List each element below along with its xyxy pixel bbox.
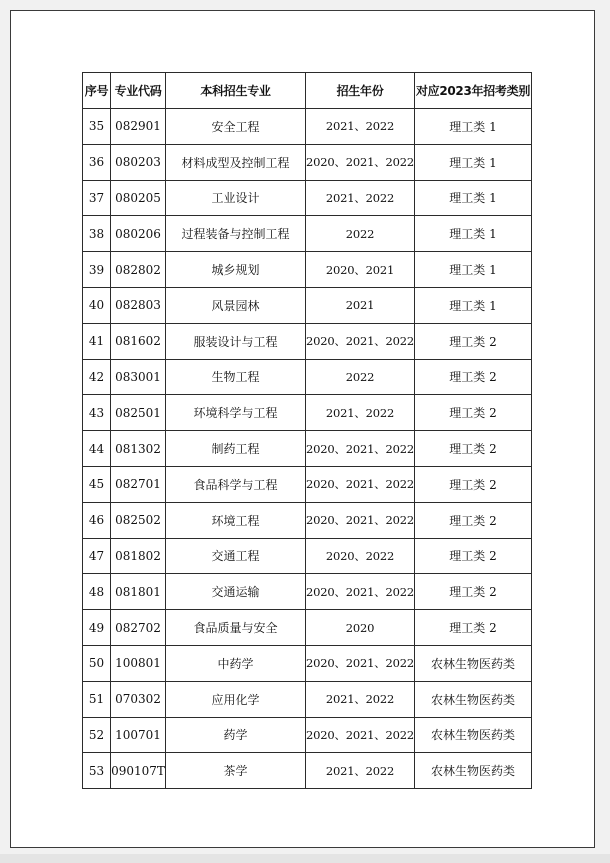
table-row [83, 359, 532, 395]
header-exam-category: 对应2023年招考类别 [415, 73, 532, 109]
document-page [10, 10, 595, 848]
cell-major-code: 070302 [111, 681, 166, 717]
table-row [83, 323, 532, 359]
cell-major-name: 服装设计与工程 [166, 323, 306, 359]
cell-major-name: 生物工程 [166, 359, 306, 395]
table-row [83, 252, 532, 288]
cell-enrollment-years: 2020、2021、2022 [306, 574, 415, 610]
cell-exam-category: 理工类 2 [415, 359, 532, 395]
majors-table [82, 72, 532, 789]
cell-enrollment-years: 2020 [306, 610, 415, 646]
cell-enrollment-years: 2020、2021、2022 [306, 502, 415, 538]
cell-exam-category: 理工类 2 [415, 574, 532, 610]
table-row [83, 753, 532, 789]
cell-major-name: 制药工程 [166, 431, 306, 467]
cell-index: 51 [83, 681, 111, 717]
header-major-name: 本科招生专业 [166, 73, 306, 109]
cell-index: 52 [83, 717, 111, 753]
cell-exam-category: 理工类 1 [415, 252, 532, 288]
cell-major-name: 环境工程 [166, 502, 306, 538]
cell-major-code: 082501 [111, 395, 166, 431]
cell-major-code: 081602 [111, 323, 166, 359]
table-row [83, 610, 532, 646]
cell-major-code: 080203 [111, 144, 166, 180]
cell-enrollment-years: 2020、2021、2022 [306, 645, 415, 681]
cell-enrollment-years: 2020、2021、2022 [306, 466, 415, 502]
cell-enrollment-years: 2020、2021 [306, 252, 415, 288]
cell-exam-category: 理工类 2 [415, 395, 532, 431]
cell-major-name: 食品质量与安全 [166, 610, 306, 646]
cell-major-name: 过程装备与控制工程 [166, 216, 306, 252]
cell-major-name: 中药学 [166, 645, 306, 681]
table-row [83, 502, 532, 538]
cell-index: 47 [83, 538, 111, 574]
cell-exam-category: 理工类 2 [415, 610, 532, 646]
cell-major-code: 082701 [111, 466, 166, 502]
cell-enrollment-years: 2021、2022 [306, 753, 415, 789]
header-index: 序号 [83, 73, 111, 109]
header-row [83, 73, 532, 109]
cell-index: 48 [83, 574, 111, 610]
cell-major-code: 080205 [111, 180, 166, 216]
cell-exam-category: 农林生物医药类 [415, 681, 532, 717]
cell-major-name: 交通工程 [166, 538, 306, 574]
header-enrollment-years: 招生年份 [306, 73, 415, 109]
table-row [83, 681, 532, 717]
cell-index: 46 [83, 502, 111, 538]
cell-enrollment-years: 2020、2021、2022 [306, 144, 415, 180]
cell-exam-category: 理工类 2 [415, 502, 532, 538]
cell-major-name: 交通运输 [166, 574, 306, 610]
cell-major-code: 100701 [111, 717, 166, 753]
cell-index: 39 [83, 252, 111, 288]
cell-exam-category: 理工类 2 [415, 431, 532, 467]
cell-index: 50 [83, 645, 111, 681]
table-row [83, 574, 532, 610]
cell-exam-category: 农林生物医药类 [415, 753, 532, 789]
cell-major-name: 茶学 [166, 753, 306, 789]
cell-index: 53 [83, 753, 111, 789]
cell-major-name: 工业设计 [166, 180, 306, 216]
cell-enrollment-years: 2022 [306, 359, 415, 395]
table-row [83, 645, 532, 681]
cell-major-code: 090107T [111, 753, 166, 789]
cell-major-code: 082802 [111, 252, 166, 288]
cell-index: 36 [83, 144, 111, 180]
cell-major-code: 083001 [111, 359, 166, 395]
cell-index: 42 [83, 359, 111, 395]
table-row [83, 109, 532, 145]
cell-exam-category: 理工类 1 [415, 180, 532, 216]
cell-major-name: 应用化学 [166, 681, 306, 717]
cell-enrollment-years: 2021、2022 [306, 681, 415, 717]
cell-index: 41 [83, 323, 111, 359]
table-body [83, 109, 532, 789]
cell-index: 49 [83, 610, 111, 646]
cell-major-name: 药学 [166, 717, 306, 753]
cell-major-code: 081801 [111, 574, 166, 610]
cell-exam-category: 理工类 2 [415, 323, 532, 359]
cell-index: 37 [83, 180, 111, 216]
cell-major-name: 食品科学与工程 [166, 466, 306, 502]
table-row [83, 144, 532, 180]
cell-index: 35 [83, 109, 111, 145]
cell-major-code: 080206 [111, 216, 166, 252]
cell-exam-category: 理工类 2 [415, 538, 532, 574]
cell-exam-category: 农林生物医药类 [415, 717, 532, 753]
table-header [83, 73, 532, 109]
cell-major-code: 082502 [111, 502, 166, 538]
viewer-bottom-bar [0, 854, 610, 863]
cell-major-code: 082702 [111, 610, 166, 646]
cell-major-name: 风景园林 [166, 287, 306, 323]
cell-enrollment-years: 2021、2022 [306, 109, 415, 145]
header-major-code: 专业代码 [111, 73, 166, 109]
cell-exam-category: 理工类 1 [415, 109, 532, 145]
cell-index: 43 [83, 395, 111, 431]
table-row [83, 431, 532, 467]
cell-enrollment-years: 2020、2021、2022 [306, 717, 415, 753]
cell-exam-category: 理工类 1 [415, 216, 532, 252]
cell-index: 38 [83, 216, 111, 252]
cell-major-name: 环境科学与工程 [166, 395, 306, 431]
cell-index: 44 [83, 431, 111, 467]
cell-index: 40 [83, 287, 111, 323]
table-row [83, 216, 532, 252]
cell-enrollment-years: 2021、2022 [306, 180, 415, 216]
cell-major-code: 082803 [111, 287, 166, 323]
cell-major-code: 081802 [111, 538, 166, 574]
cell-exam-category: 农林生物医药类 [415, 645, 532, 681]
cell-major-code: 082901 [111, 109, 166, 145]
cell-enrollment-years: 2020、2021、2022 [306, 323, 415, 359]
cell-exam-category: 理工类 1 [415, 144, 532, 180]
cell-enrollment-years: 2020、2022 [306, 538, 415, 574]
cell-major-name: 材料成型及控制工程 [166, 144, 306, 180]
cell-enrollment-years: 2020、2021、2022 [306, 431, 415, 467]
cell-enrollment-years: 2022 [306, 216, 415, 252]
table-row [83, 287, 532, 323]
cell-enrollment-years: 2021、2022 [306, 395, 415, 431]
cell-major-code: 081302 [111, 431, 166, 467]
cell-enrollment-years: 2021 [306, 287, 415, 323]
cell-index: 45 [83, 466, 111, 502]
cell-exam-category: 理工类 2 [415, 466, 532, 502]
cell-major-name: 安全工程 [166, 109, 306, 145]
cell-major-code: 100801 [111, 645, 166, 681]
cell-major-name: 城乡规划 [166, 252, 306, 288]
table-row [83, 538, 532, 574]
cell-exam-category: 理工类 1 [415, 287, 532, 323]
table-row [83, 180, 532, 216]
table-row [83, 717, 532, 753]
table-row [83, 395, 532, 431]
table-row [83, 466, 532, 502]
